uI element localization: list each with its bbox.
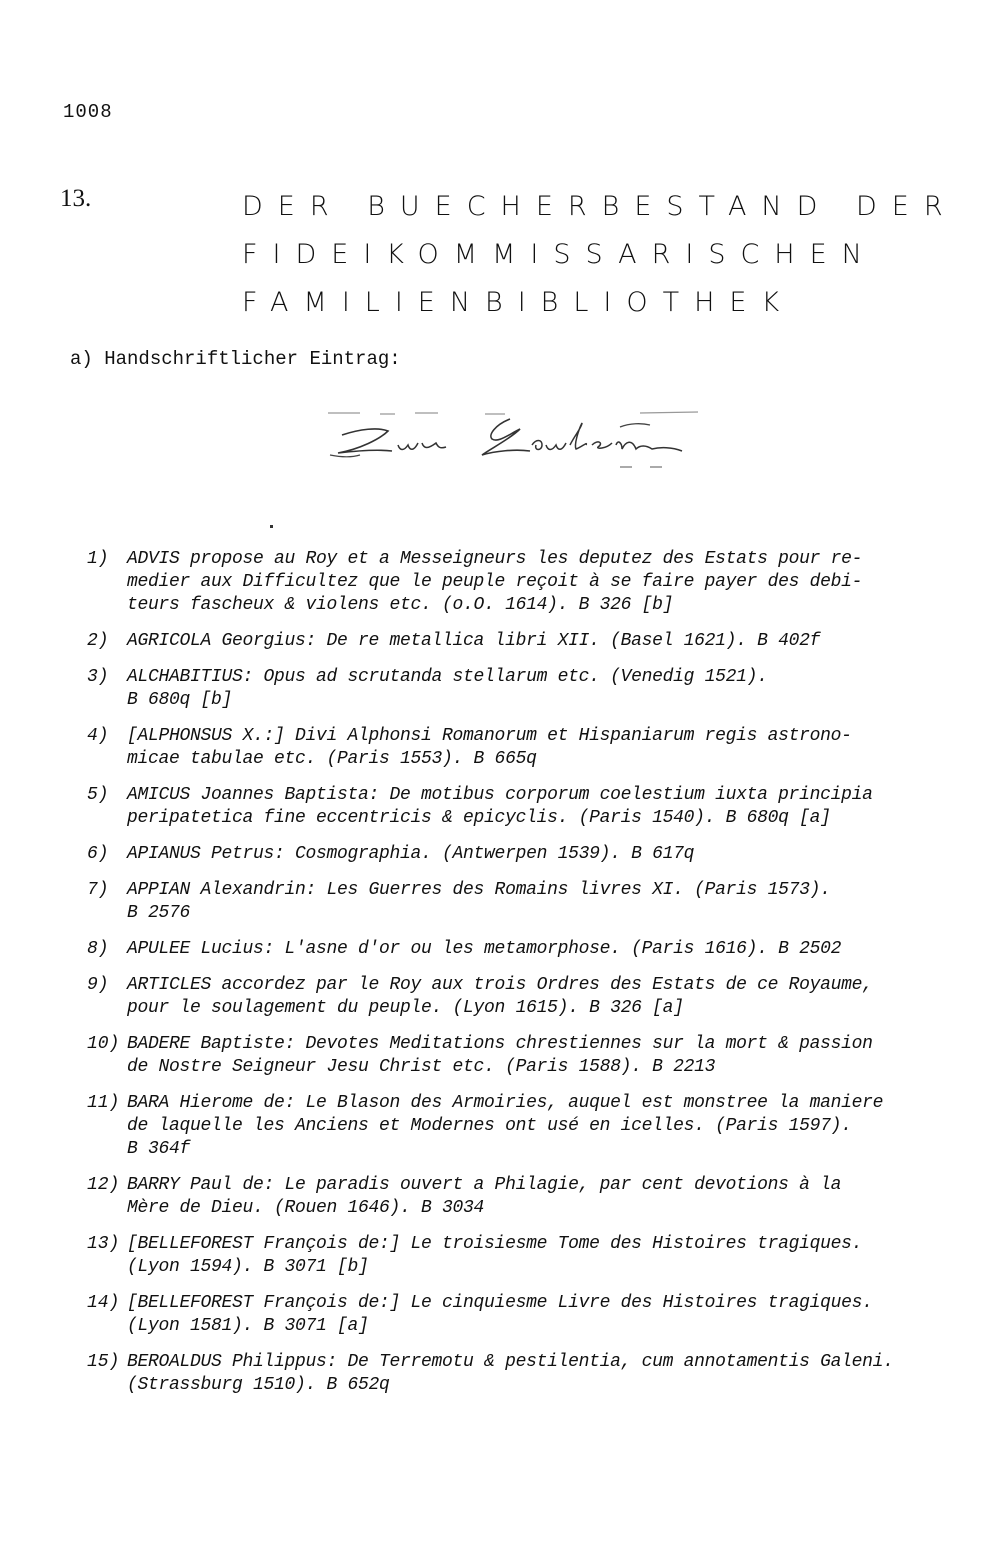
list-item [60,879,960,925]
list-item [60,666,960,712]
entry-number: 9) [87,975,109,995]
list-item [60,843,960,866]
entry-text: APIANUS Petrus: Cosmographia. (Antwerpen 1539). B 617q [127,844,695,864]
section-label: a) Handschriftlicher Eintrag: [70,348,401,370]
entry-number: 11) [87,1093,120,1113]
entry-number: 1) [87,549,109,569]
entry-text: AGRICOLA Georgius: De re metallica libri XII. (Basel 1621). B 402f [127,631,821,651]
list-item [60,1233,960,1279]
entry-text: AMICUS Joannes Baptista: De motibus corporum coelestium iuxta principia peripatetica fine eccentricis & epicyclis. (Paris 1540). B 680q [a] [127,785,873,828]
list-item [60,630,960,653]
chapter-title-line-2: FIDEIKOMMISSARISCHEN [242,239,877,270]
entry-text: APPIAN Alexandrin: Les Guerres des Romains livres XI. (Paris 1573). B 2576 [127,880,831,923]
chapter-title-line-3: FAMILIENBIBLIOTHEK [242,287,795,318]
entry-number: 8) [87,939,109,959]
chapter-title [242,183,958,327]
entry-text: BEROALDUS Philippus: De Terremotu & pestilentia, cum annotamentis Galeni. (Strassburg 1510). B 652q [127,1352,894,1395]
list-item [60,974,960,1020]
entry-text: BADERE Baptiste: Devotes Meditations chrestiennes sur la mort & passion de Nostre Seigneur Jesu Christ etc. (Paris 1588). B 2213 [127,1034,873,1077]
chapter-title-line-1: DER BUECHERBESTAND DER [242,191,958,222]
list-item [60,1033,960,1079]
handwritten-signature [320,405,705,485]
entry-text: [BELLEFOREST François de:] Le troisiesme Tome des Histoires tragiques. (Lyon 1594). B 3071 [b] [127,1234,863,1277]
list-item [60,938,960,961]
entry-number: 14) [87,1293,120,1313]
entry-text: BARRY Paul de: Le paradis ouvert a Philagie, par cent devotions à la Mère de Dieu. (Rouen 1646). B 3034 [127,1175,842,1218]
entry-number: 4) [87,726,109,746]
entry-number: 15) [87,1352,120,1372]
list-item [60,725,960,771]
entry-text: ALCHABITIUS: Opus ad scrutanda stellarum etc. (Venedig 1521). B 680q [b] [127,667,768,710]
entry-text: [ALPHONSUS X.:] Divi Alphonsi Romanorum et Hispaniarum regis astrono- micae tabulae etc. (Paris 1553). B 665q [127,726,852,769]
chapter-number: 13. [60,185,92,212]
entry-number: 10) [87,1034,120,1054]
bibliography-list [60,548,960,1410]
entry-number: 13) [87,1234,120,1254]
entry-number: 3) [87,667,109,687]
entry-number: 12) [87,1175,120,1195]
entry-text: [BELLEFOREST François de:] Le cinquiesme Livre des Histoires tragiques. (Lyon 1581). B 3071 [a] [127,1293,873,1336]
entry-text: ADVIS propose au Roy et a Messeigneurs les deputez des Estats pour re- medier aux Difficultez que le peuple reçoit à se faire payer des debi- teurs fascheux & violens etc. (o.O. 1614). B 326 [b] [127,549,863,615]
entry-number: 7) [87,880,109,900]
list-item [60,784,960,830]
list-item [60,548,960,617]
entry-number: 5) [87,785,109,805]
entry-text: ARTICLES accordez par le Roy aux trois Ordres des Estats de ce Royaume, pour le soulagement du peuple. (Lyon 1615). B 326 [a] [127,975,873,1018]
list-item [60,1351,960,1397]
list-item [60,1292,960,1338]
list-item [60,1174,960,1220]
page-number: 1008 [63,101,113,123]
entry-text: APULEE Lucius: L'asne d'or ou les metamorphose. (Paris 1616). B 2502 [127,939,842,959]
list-item [60,1092,960,1161]
entry-number: 2) [87,631,109,651]
entry-text: BARA Hierome de: Le Blason des Armoiries, auquel est monstree la maniere de laquelle les Anciens et Modernes ont usé en icelles. (Paris 1597). B 364f [127,1093,884,1159]
entry-number: 6) [87,844,109,864]
scan-speck [270,525,273,528]
